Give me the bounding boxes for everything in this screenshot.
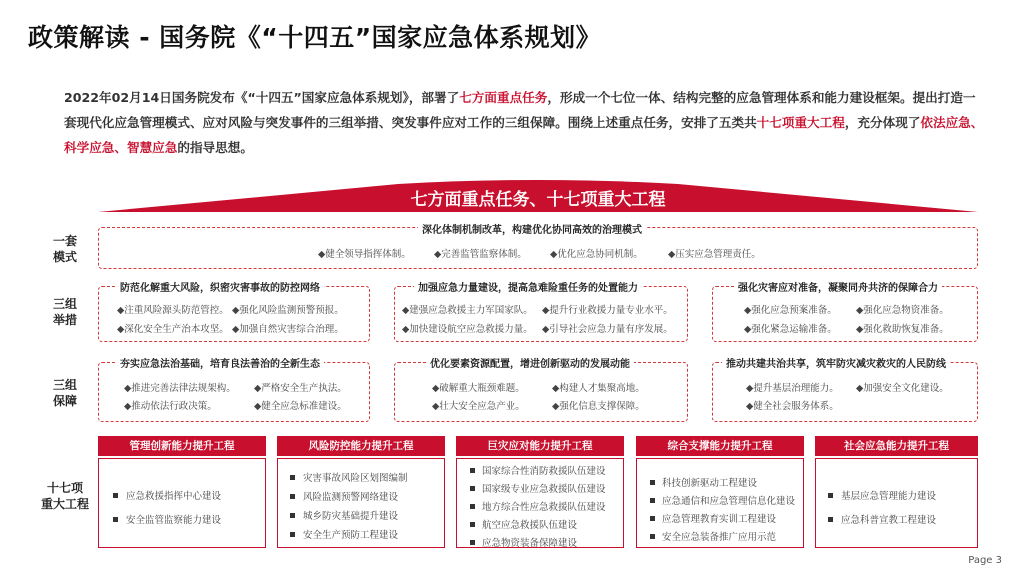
project-item: 应急救援指挥中心建设 [126,491,222,502]
guarantee-box-2-title: 优化要素资源配置，增进创新驱动的发展动能 [426,355,634,370]
bullet-icon [113,517,118,522]
project-item: 安全生产预防工程建设 [303,530,399,541]
measure-item: ◆注重风险源头防范管控。 [117,305,229,316]
mode-item: ◆优化应急协同机制。 [550,249,643,260]
project-item: 安全监管监察能力建设 [126,515,222,526]
row-label-projects: 十七项 重大工程 [40,481,89,511]
project-header-3: 巨灾应对能力提升工程 [456,436,624,456]
measure-item: ◆加强自然灾害综合治理。 [232,324,344,335]
project-header-1: 管理创新能力提升工程 [98,436,266,456]
guarantee-box-1-title: 夯实应急法治基础，培育良法善治的全新生态 [116,355,324,370]
guarantee-item: ◆推动依法行政决策。 [124,401,217,412]
guarantee-item: ◆强化信息支撑保障。 [552,401,645,412]
row-label-mode: 一套 模式 [52,234,77,264]
banner-title: 七方面重点任务、十七项重大工程 [410,190,666,210]
intro-paragraph: 2022年02月14日国务院发布《“十四五”国家应急体系规划》，部署了七方面重点任务，形成一个七位一体、结构完整的应急管理体系和能力建设框架。提出打造一套现代化应急管理模式、应对风险与突发事件的三组举措、突发事件应对工作的三组保障。围绕上述重点任务，安排了五类共十七项重大工程，充分体现了依法应急、科学应急、智慧应急的指导思想。 [64,90,984,155]
project-item: 风险监测预警网络建设 [303,492,399,503]
project-body-1 [98,458,266,548]
bullet-icon [470,468,475,473]
measure-item: ◆引导社会应急力量有序发展。 [542,324,673,335]
bullet-icon [290,475,295,480]
measure-box-2-title: 加强应急力量建设，提高急难险重任务的处置能力 [414,279,642,294]
guarantee-item: ◆严格安全生产执法。 [254,383,347,394]
bullet-icon [470,504,475,509]
measure-box-3-title: 强化灾害应对准备，凝聚同舟共济的保障合力 [734,279,942,294]
guarantee-item: ◆推进完善法律法规架构。 [124,383,236,394]
project-header-5: 社会应急能力提升工程 [815,436,978,456]
guarantee-item: ◆健全应急标准建设。 [254,401,347,412]
measure-item: ◆强化应急物资准备。 [856,305,949,316]
project-item: 科技创新驱动工程建设 [662,478,758,489]
mode-item: ◆完善监管监察体制。 [434,249,527,260]
measure-item: ◆提升行业救援力量专业水平。 [542,305,673,316]
row-label-guarantee: 三组 保障 [52,378,77,408]
measure-item: ◆强化救助恢复准备。 [856,324,949,335]
highlight-guiding-thought: 依法应急、科学应急、智慧应急 [64,115,984,155]
bullet-icon [650,498,655,503]
project-item: 城乡防灾基础提升建设 [303,511,399,522]
project-item: 应急科普宣教工程建设 [841,515,937,526]
measure-item: ◆深化安全生产治本攻坚。 [117,324,229,335]
project-header-2: 风险防控能力提升工程 [277,436,445,456]
highlight-seven-tasks: 七方面重点任务 [459,90,548,105]
measure-item: ◆建强应急救援主力军国家队。 [402,305,533,316]
measure-item: ◆强化风险监测预警预报。 [232,305,344,316]
measure-item: ◆强化应急预案准备。 [744,305,837,316]
measure-item: ◆加快建设航空应急救援力量。 [402,324,533,335]
bullet-icon [650,480,655,485]
project-item: 应急物资装备保障建设 [482,538,578,549]
project-item: 灾害事故风险区划图编制 [303,473,408,484]
bullet-icon [828,517,833,522]
guarantee-box-3-title: 推动共建共治共享，筑牢防灾减灾救灾的人民防线 [722,355,950,370]
bullet-icon [290,513,295,518]
project-item: 应急通信和应急管理信息化建设 [662,496,796,507]
bullet-icon [470,486,475,491]
bullet-icon [470,540,475,545]
project-header-4: 综合支撑能力提升工程 [636,436,804,456]
page-number: Page 3 [968,555,1002,566]
project-item: 航空应急救援队伍建设 [482,520,578,531]
guarantee-item: ◆加强安全文化建设。 [856,383,949,394]
bullet-icon [650,534,655,539]
bullet-icon [113,493,118,498]
project-item: 安全应急装备推广应用示范 [662,532,777,543]
mode-item: ◆压实应急管理责任。 [668,249,761,260]
measure-item: ◆强化紧急运输准备。 [744,324,837,335]
banner [98,180,978,212]
project-item: 基层应急管理能力建设 [841,491,937,502]
project-item: 地方综合性应急救援队伍建设 [482,502,606,513]
project-item: 国家级专业应急救援队伍建设 [482,484,606,495]
mode-box-title: 深化体制机制改革，构建优化协同高效的治理模式 [418,221,646,236]
project-body-5 [815,458,978,548]
bullet-icon [290,532,295,537]
guarantee-item: ◆壮大安全应急产业。 [432,401,525,412]
guarantee-item: ◆健全社会服务体系。 [746,401,839,412]
bullet-icon [290,494,295,499]
measure-box-1-title: 防范化解重大风险，织密灾害事故的防控网络 [116,279,324,294]
project-item: 应急管理教育实训工程建设 [662,514,777,525]
page-title: 政策解读 - 国务院《“十四五”国家应急体系规划》 [28,23,602,52]
mode-item: ◆健全领导指挥体制。 [318,249,411,260]
guarantee-item: ◆提升基层治理能力。 [746,383,839,394]
project-item: 国家综合性消防救援队伍建设 [482,466,606,477]
bullet-icon [470,522,475,527]
row-label-measures: 三组 举措 [52,297,77,327]
highlight-seventeen-projects: 十七项重大工程 [756,115,845,130]
bullet-icon [650,516,655,521]
guarantee-item: ◆构建人才集聚高地。 [552,383,645,394]
bullet-icon [828,493,833,498]
guarantee-item: ◆破解重大瓶颈难题。 [432,383,525,394]
